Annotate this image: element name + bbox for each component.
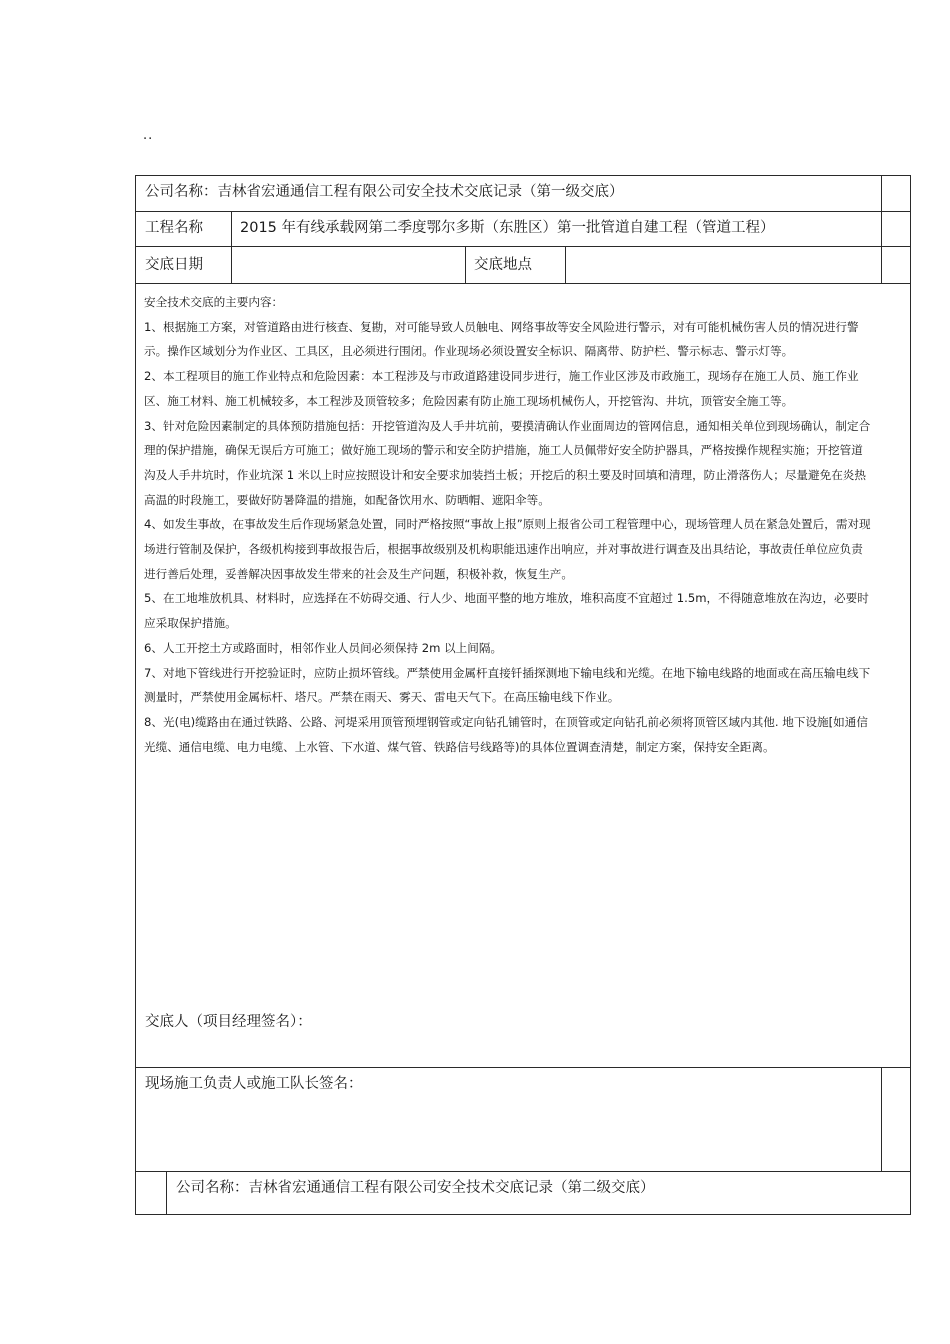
company-title: 公司名称：吉林省宏通通信工程有限公司安全技术交底记录（第一级交底） <box>145 184 624 200</box>
content-item-5: 5、在工地堆放机具、材料时，应选择在不妨碍交通、行人少、地面平整的地方堆放，堆积高度不宜超过 1.5m，不得随意堆放在沟边，必要时应采取保护措施。 <box>144 591 869 631</box>
handover-signature-label: 交底人（项目经理签名）： <box>145 1014 312 1030</box>
header-mark: .. <box>143 128 154 143</box>
content-item-2: 2、本工程项目的施工作业特点和危险因素：本工程涉及与市政道路建设同步进行，施工作业区涉及市政施工，现场存在施工人员、施工作业区、施工材料、施工机械较多，本工程涉及顶管较多；危险因素有防止施工现场机械伤人，开挖管沟、井坑，顶管安全施工等。 <box>144 369 859 408</box>
content-item-7: 7、对地下管线进行开挖验证时，应防止损坏管线。严禁使用金属杆直接钎插探测地下输电线和光缆。在地下输电线路的地面或在高压输电线下测量时，严禁使用金属标杆、塔尺。严禁在雨天、雾天、雷电天气下。在高压输电线下作业。 <box>144 665 871 705</box>
date-label: 交底日期 <box>145 257 203 273</box>
safety-content <box>144 290 874 759</box>
date-value-cell <box>231 246 466 284</box>
site-leader-signature-label: 现场施工负责人或施工队长签名： <box>145 1076 363 1092</box>
right-margin-cell-2 <box>881 211 911 247</box>
content-item-8: 8、光(电)缆路由在通过铁路、公路、河堤采用顶管预埋钢管或定向钻孔铺管时，在顶管或定向钻孔前必须将顶管区域内其他. 地下设施[如通信光缆、通信电缆、电力电缆、上水管、下水道、煤气管、铁路信号线路等)的具体位置调查清楚，制定方案，保持安全距离。 <box>144 714 868 754</box>
content-heading: 安全技术交底的主要内容： <box>144 295 284 309</box>
right-margin-cell-4 <box>881 1067 911 1172</box>
content-item-1: 1、根据施工方案，对管道路由进行核查、复勘，对可能导致人员触电、网络事故等安全风险进行警示，对有可能机械伤害人员的情况进行警示。操作区域划分为作业区、工具区，且必须进行围闭。作业现场必须设置安全标识、隔离带、防护栏、警示标志、警示灯等。 <box>144 319 859 359</box>
right-margin-cell-1 <box>881 175 911 212</box>
project-label: 工程名称 <box>145 220 203 236</box>
left-margin-cell-5 <box>135 1171 167 1215</box>
project-name: 2015 年有线承载网第二季度鄂尔多斯（东胜区）第一批管道自建工程（管道工程） <box>240 220 775 236</box>
right-margin-cell-3 <box>881 246 911 284</box>
location-value-cell <box>565 246 882 284</box>
content-item-4: 4、如发生事故，在事故发生后作现场紧急处置，同时严格按照“事故上报”原则上报省公司工程管理中心，现场管理人员在紧急处置后，需对现场进行管制及保护，各级机构接到事故报告后，根据事故级别及机构职能迅速作出响应，并对事故进行调查及出具结论，事故责任单位应负责进行善后处理，妥善解决因事故发生带来的社会及生产问题，积极补救，恢复生产。 <box>144 517 871 581</box>
location-label: 交底地点 <box>474 257 532 273</box>
content-item-6: 6、人工开挖土方或路面时，相邻作业人员间必须保持 2m 以上间隔。 <box>144 640 503 655</box>
content-item-3: 3、针对危险因素制定的具体预防措施包括：开挖管道沟及人手井坑前，要摸清确认作业面周边的管网信息，通知相关单位到现场确认，制定合理的保护措施，确保无误后方可施工；做好施工现场的警示和安全防护措施，施工人员佩带好安全防护器具，严格按操作规程实施；开挖管道沟及人手井坑时，作业坑深 1 米以上时应按照设计和安全要求加装挡土板；开挖后的积土要及时回填和清理，防止滑落伤人；尽量避免在炎热高温的时段施工，要做好防暑降温的措施，如配备饮用水、防晒帽、遮阳伞等。 <box>144 418 871 507</box>
company-title-2: 公司名称：吉林省宏通通信工程有限公司安全技术交底记录（第二级交底） <box>176 1180 655 1196</box>
